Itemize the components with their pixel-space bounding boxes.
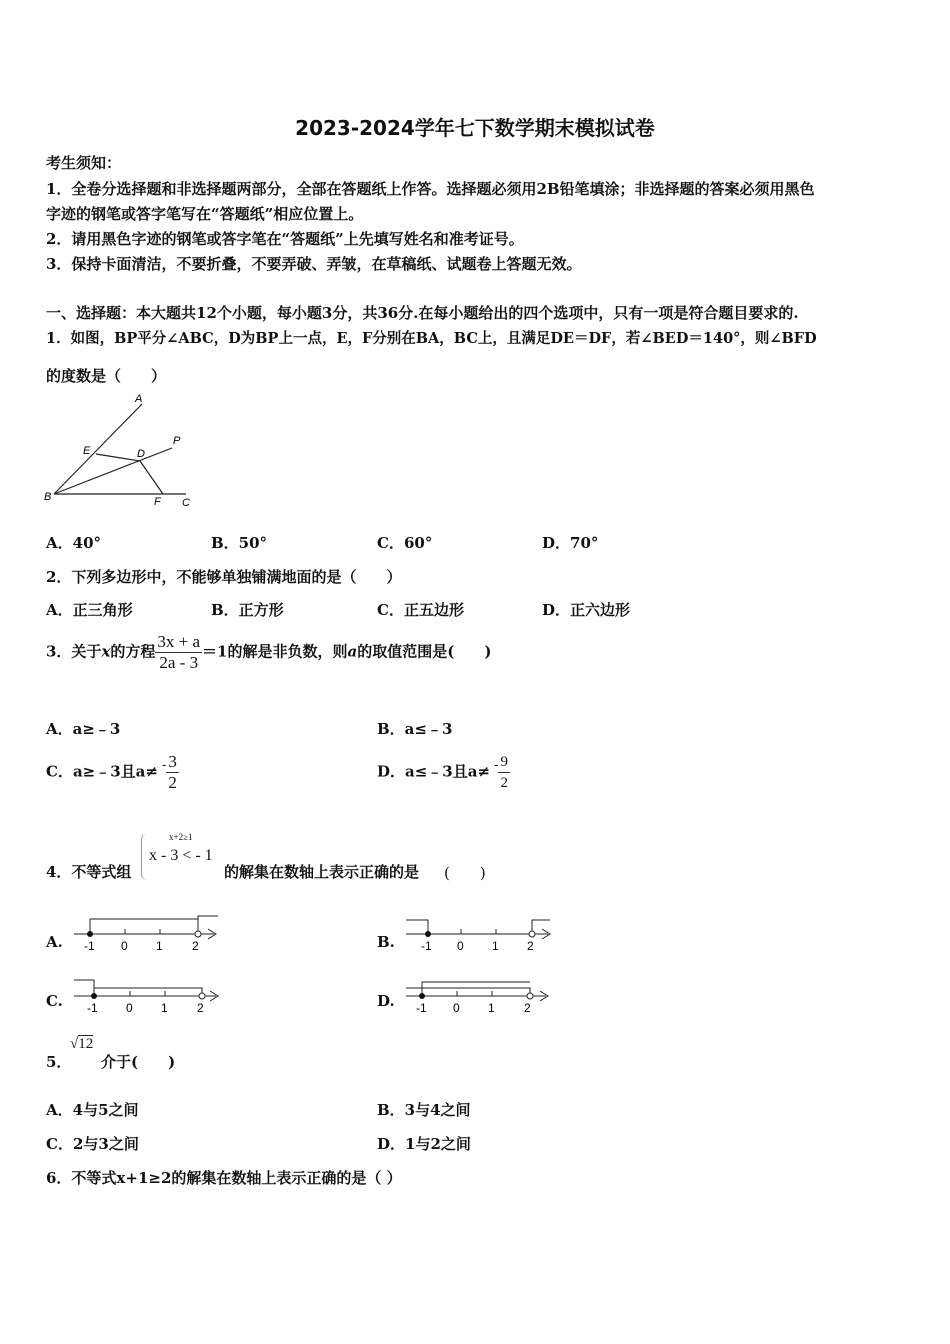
tick-neg1: -1: [416, 1001, 427, 1015]
q4-option-b-numberline: [402, 912, 562, 956]
q3-option-d-fraction: [498, 752, 510, 793]
q1-text-b: 的度数是（ ）: [46, 367, 167, 385]
q1-option-b: B．50°: [211, 534, 268, 552]
tick-1: 1: [156, 939, 163, 953]
q1-geometry-figure: [40, 390, 200, 512]
q3-option-d-sign: -: [494, 757, 499, 773]
tick-1: 1: [492, 939, 499, 953]
q4-option-a-numberline: [70, 912, 230, 956]
q4-option-c-label: C.: [46, 992, 63, 1010]
tick-1: 1: [161, 1001, 168, 1015]
q3-option-c-fraction: [166, 752, 179, 793]
q5-option-b: B．3与4之间: [377, 1101, 471, 1119]
q3-suffix-1: ＝1的解是非负数，则: [202, 642, 348, 661]
q3-frac-numerator: 3x + a: [157, 632, 201, 651]
q4-inequality-system: [141, 832, 221, 882]
q5-suffix: 介于( ): [101, 1053, 176, 1071]
q3-option-a: A．a≥﹣3: [46, 720, 121, 738]
label-p: P: [173, 435, 181, 447]
q3-option-d-den: 2: [500, 775, 508, 791]
q2-text: 2．下列多边形中，不能够单独铺满地面的是（ ）: [46, 568, 402, 586]
q3-option-d: [377, 752, 510, 793]
q3-option-c: [46, 752, 179, 793]
q4-option-c-numberline: [70, 972, 230, 1016]
q4-system-bottom: x - 3 < - 1: [149, 847, 213, 864]
q5-sqrt: [70, 1036, 93, 1053]
q5-option-a: A．4与5之间: [46, 1101, 139, 1119]
tick-2: 2: [527, 939, 534, 953]
q3-mid: 的方程: [110, 642, 156, 661]
q3-option-b: B．a≤﹣3: [377, 720, 453, 738]
tick-1: 1: [488, 1001, 495, 1015]
q1-option-d: D．70°: [542, 534, 599, 552]
page-title: 2023-2024学年七下数学期末模拟试卷: [295, 116, 655, 140]
q5-option-c: C．2与3之间: [46, 1135, 139, 1153]
q4-suffix: 的解集在数轴上表示正确的是: [224, 863, 420, 881]
q4-option-d-label: D.: [377, 992, 395, 1010]
notice-item-1a: 1．全卷分选择题和非选择题两部分，全部在答题纸上作答。选择题必须用2B铅笔填涂；非选择题的答案必须用黑色: [46, 180, 815, 198]
q4-system-brace: [141, 834, 148, 880]
q3-option-d-prefix: D．a≤﹣3且a≠: [377, 762, 491, 781]
q3-option-c-num: 3: [168, 752, 177, 771]
label-c: C: [182, 497, 190, 509]
q3-var-x: x: [101, 642, 111, 661]
tick-2: 2: [524, 1001, 531, 1015]
label-e: E: [83, 445, 91, 457]
tick-0: 0: [126, 1001, 133, 1015]
notice-item-2: 2．请用黑色字迹的钢笔或答字笔在“答题纸”上先填写姓名和准考证号。: [46, 230, 524, 248]
q5-number: 5．: [46, 1053, 72, 1071]
ray-bp: [54, 448, 172, 494]
tick-0: 0: [121, 939, 128, 953]
q2-option-b: B．正方形: [211, 601, 284, 619]
notice-item-1b: 字迹的钢笔或答字笔写在“答题纸”相应位置上。: [46, 205, 364, 223]
tick-neg1: -1: [84, 939, 95, 953]
q3-option-c-prefix: C．a≥﹣3且a≠: [46, 762, 158, 781]
tick-neg1: -1: [87, 1001, 98, 1015]
q2-option-c: C．正五边形: [377, 601, 464, 619]
q5-radicand: 12: [78, 1036, 94, 1052]
segment-de: [96, 454, 140, 461]
q3-option-c-den: 2: [168, 773, 177, 792]
q1-text-a: 1．如图，BP平分∠ABC，D为BP上一点，E，F分别在BA，BC上，且满足DE＝DF，若∠BED＝140°，则∠BFD: [46, 330, 817, 347]
tick-neg1: -1: [421, 939, 432, 953]
q6-text: 6．不等式x+1≥2的解集在数轴上表示正确的是（ ）: [46, 1169, 402, 1187]
tick-0: 0: [453, 1001, 460, 1015]
label-f: F: [154, 496, 161, 508]
tick-2: 2: [197, 1001, 204, 1015]
q3-frac-denominator: 2a - 3: [159, 653, 199, 672]
notice-heading: 考生须知：: [46, 154, 122, 172]
q5-option-d: D．1与2之间: [377, 1135, 471, 1153]
q4-option-b-label: B.: [377, 933, 395, 951]
q1-option-a: A．40°: [46, 534, 102, 552]
q4-prefix: 4．不等式组: [46, 863, 132, 881]
q5-radical-sign: √: [70, 1036, 79, 1052]
q3-var-a: a: [347, 642, 358, 661]
q4-option-d-numberline: [402, 972, 562, 1016]
q3-prefix: 3．关于: [46, 642, 102, 661]
q3-option-d-num: 9: [498, 752, 510, 773]
tick-2: 2: [192, 939, 199, 953]
ray-ba: [54, 404, 142, 494]
q1-option-c: C．60°: [377, 534, 433, 552]
q3-fraction: [155, 632, 202, 673]
q3-suffix-2: 的取值范围是( ): [357, 642, 492, 661]
q4-answer-paren: ( ): [444, 864, 486, 882]
tick-0: 0: [457, 939, 464, 953]
section-1-heading: 一、选择题：本大题共12个小题，每小题3分，共36分.在每小题给出的四个选项中，只有一项是符合题目要求的.: [46, 304, 799, 322]
label-b: B: [44, 491, 52, 503]
notice-item-3: 3．保持卡面清洁，不要折叠，不要弄破、弄皱，在草稿纸、试题卷上答题无效。: [46, 255, 582, 273]
q4-option-a-label: A.: [46, 933, 63, 951]
label-a: A: [135, 393, 143, 405]
label-d: D: [137, 448, 145, 460]
segment-df: [140, 461, 163, 494]
q3-option-c-sign: -: [161, 757, 167, 773]
q2-option-a: A．正三角形: [46, 601, 133, 619]
q3-question: [46, 632, 491, 673]
q2-option-d: D．正六边形: [542, 601, 631, 619]
q4-system-top: x+2≥1: [169, 832, 193, 842]
